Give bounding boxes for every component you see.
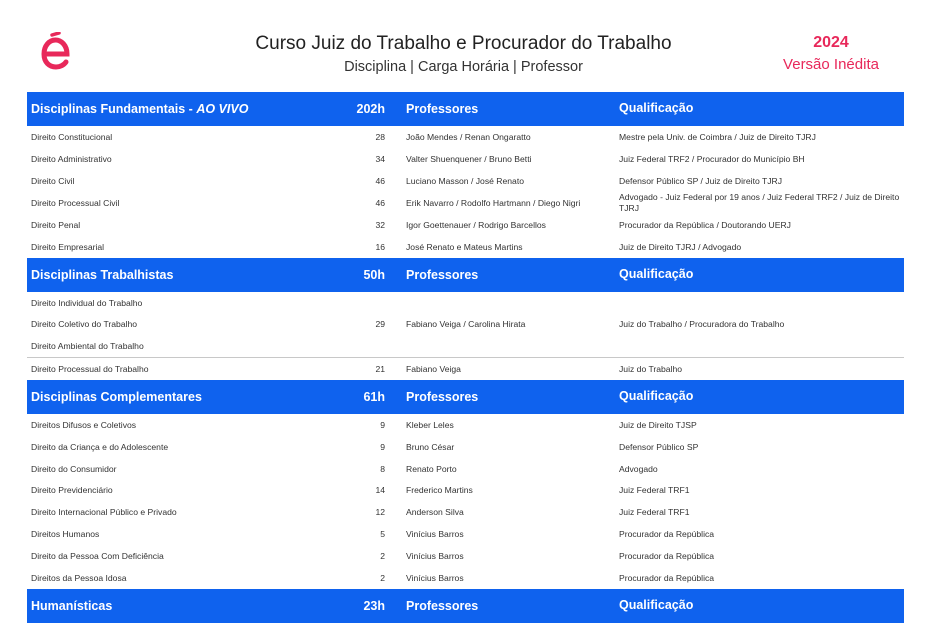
hours-cell: 34 bbox=[375, 154, 385, 164]
qualification-cell: Juiz do Trabalho / Procuradora do Trabalho bbox=[619, 319, 785, 329]
section-header bbox=[27, 92, 904, 126]
qualification-cell: Procurador da República bbox=[619, 551, 715, 561]
discipline-cell: Direito Penal bbox=[31, 220, 81, 230]
discipline-cell: Direito Processual Civil bbox=[31, 198, 120, 208]
professors-header: Professores bbox=[406, 599, 479, 613]
qualification-cell: Defensor Público SP bbox=[619, 442, 699, 452]
section-title bbox=[31, 258, 351, 292]
discipline-cell: Direitos Difusos e Coletivos bbox=[31, 420, 137, 430]
professor-cell: Vinícius Barros bbox=[406, 529, 464, 539]
professor-cell: Fabiano Veiga bbox=[406, 364, 461, 374]
discipline-cell: Direito Administrativo bbox=[31, 154, 112, 164]
hours-cell: 2 bbox=[380, 573, 385, 583]
qualification-header: Qualificação bbox=[619, 598, 694, 612]
hours-cell: 8 bbox=[380, 464, 385, 474]
section-hours: 202h bbox=[356, 102, 385, 116]
section-title-text: Disciplinas Fundamentais - bbox=[31, 102, 197, 116]
section-title-emphasis: AO VIVO bbox=[196, 102, 249, 116]
hours-cell: 28 bbox=[375, 132, 385, 142]
discipline-cell: Direito da Pessoa Com Deficiência bbox=[31, 551, 164, 561]
professors-header: Professores bbox=[406, 390, 479, 404]
document-subtitle: Disciplina | Carga Horária | Professor bbox=[344, 59, 583, 75]
table-row bbox=[27, 458, 904, 480]
section-title bbox=[31, 589, 351, 623]
discipline-cell: Direito Coletivo do Trabalho bbox=[31, 319, 138, 329]
year-label: 2024 bbox=[813, 34, 849, 51]
hours-cell: 9 bbox=[380, 420, 385, 430]
discipline-cell: Direito Civil bbox=[31, 176, 75, 186]
professor-cell: Bruno César bbox=[406, 442, 455, 452]
qualification-cell: Juiz de Direito TJSP bbox=[619, 420, 697, 430]
professor-cell: Fabiano Veiga / Carolina Hirata bbox=[406, 319, 526, 329]
qualification-cell: Mestre pela Univ. de Coimbra / Juiz de Direito TJRJ bbox=[619, 132, 816, 142]
discipline-cell: Direitos Humanos bbox=[31, 529, 100, 539]
qualification-cell: Juiz de Direito TJRJ / Advogado bbox=[619, 242, 742, 252]
professors-header: Professores bbox=[406, 268, 479, 282]
qualification-cell: Defensor Público SP / Juiz de Direito TJRJ bbox=[619, 176, 783, 186]
professor-cell: Valter Shuenquener / Bruno Betti bbox=[406, 154, 532, 164]
section-header bbox=[27, 589, 904, 623]
hours-cell: 14 bbox=[375, 485, 385, 495]
table-row bbox=[27, 236, 904, 258]
hours-cell: 12 bbox=[375, 507, 385, 517]
discipline-cell: Direito Internacional Público e Privado bbox=[31, 507, 177, 517]
hours-cell: 21 bbox=[375, 364, 385, 374]
qualification-cell: Juiz do Trabalho bbox=[619, 364, 683, 374]
qualification-header: Qualificação bbox=[619, 267, 694, 281]
section-title bbox=[31, 380, 351, 414]
discipline-cell: Direito Constitucional bbox=[31, 132, 113, 142]
professors-header: Professores bbox=[406, 102, 479, 116]
discipline-cell: Direito do Consumidor bbox=[31, 464, 117, 474]
professor-cell: Vinícius Barros bbox=[406, 573, 464, 583]
qualification-cell: Juiz Federal TRF1 bbox=[619, 485, 690, 495]
section-hours: 23h bbox=[363, 599, 385, 613]
hours-cell: 32 bbox=[375, 220, 385, 230]
section-header bbox=[27, 258, 904, 292]
table-row bbox=[27, 436, 904, 458]
section-title bbox=[31, 92, 351, 126]
table-row bbox=[27, 545, 904, 567]
professor-cell: Anderson Silva bbox=[406, 507, 464, 517]
table-row bbox=[27, 501, 904, 523]
table-row bbox=[27, 292, 904, 314]
hours-cell: 5 bbox=[380, 529, 385, 539]
hours-cell: 9 bbox=[380, 442, 385, 452]
professor-cell: Luciano Masson / José Renato bbox=[406, 176, 524, 186]
professor-cell: Renato Porto bbox=[406, 464, 457, 474]
hours-cell: 16 bbox=[375, 242, 385, 252]
section-title-text: Disciplinas Trabalhistas bbox=[31, 268, 174, 282]
qualification-cell: Procurador da República bbox=[619, 573, 715, 583]
table-row bbox=[27, 357, 904, 380]
hours-cell: 46 bbox=[375, 176, 385, 186]
hours-cell: 2 bbox=[380, 551, 385, 561]
qualification-header: Qualificação bbox=[619, 389, 694, 403]
section-hours: 61h bbox=[363, 390, 385, 404]
qualification-cell: Procurador da República / Doutorando UERJ bbox=[619, 220, 791, 230]
table-row bbox=[27, 170, 904, 192]
hours-cell: 46 bbox=[375, 198, 385, 208]
table-row bbox=[27, 335, 904, 357]
section-title-text: Humanísticas bbox=[31, 599, 113, 613]
discipline-cell: Direito Empresarial bbox=[31, 242, 105, 252]
table-row bbox=[27, 192, 904, 214]
section-header bbox=[27, 380, 904, 414]
discipline-cell: Direito Processual do Trabalho bbox=[31, 364, 149, 374]
section-hours: 50h bbox=[363, 268, 385, 282]
discipline-cell: Direitos da Pessoa Idosa bbox=[31, 573, 127, 583]
table-row bbox=[27, 214, 904, 236]
professor-cell: Frederico Martins bbox=[406, 485, 473, 495]
qualification-cell: Juiz Federal TRF2 / Procurador do Município BH bbox=[619, 154, 805, 164]
professor-cell: Kleber Leles bbox=[406, 420, 454, 430]
table-row bbox=[27, 148, 904, 170]
qualification-cell: Juiz Federal TRF1 bbox=[619, 507, 690, 517]
section-title-text: Disciplinas Complementares bbox=[31, 390, 202, 404]
table-row bbox=[27, 126, 904, 148]
table-row bbox=[27, 414, 904, 436]
edition-label: Versão Inédita bbox=[783, 56, 879, 73]
professor-cell: Vinícius Barros bbox=[406, 551, 464, 561]
hours-cell: 29 bbox=[375, 319, 385, 329]
qualification-header: Qualificação bbox=[619, 101, 694, 115]
discipline-cell: Direito da Criança e do Adolescente bbox=[31, 442, 169, 452]
discipline-cell: Direito Ambiental do Trabalho bbox=[31, 341, 144, 351]
professor-cell: José Renato e Mateus Martins bbox=[406, 242, 523, 252]
qualification-cell: Procurador da República bbox=[619, 529, 715, 539]
discipline-cell: Direito Individual do Trabalho bbox=[31, 298, 143, 308]
course-table bbox=[27, 92, 904, 623]
discipline-cell: Direito Previdenciário bbox=[31, 485, 113, 495]
table-row bbox=[27, 567, 904, 589]
table-row bbox=[27, 523, 904, 545]
professor-cell: João Mendes / Renan Ongaratto bbox=[406, 132, 531, 142]
professor-cell: Erik Navarro / Rodolfo Hartmann / Diego Nigri bbox=[406, 198, 581, 208]
qualification-cell: Advogado bbox=[619, 464, 658, 474]
table-row bbox=[27, 314, 904, 335]
table-row bbox=[27, 480, 904, 501]
professor-cell: Igor Goettenauer / Rodrigo Barcellos bbox=[406, 220, 546, 230]
document-title: Curso Juiz do Trabalho e Procurador do Trabalho bbox=[255, 33, 672, 54]
qualification-cell: Advogado - Juiz Federal por 19 anos / Juiz Federal TRF2 / Juiz de Direito TJRJ bbox=[619, 192, 900, 213]
